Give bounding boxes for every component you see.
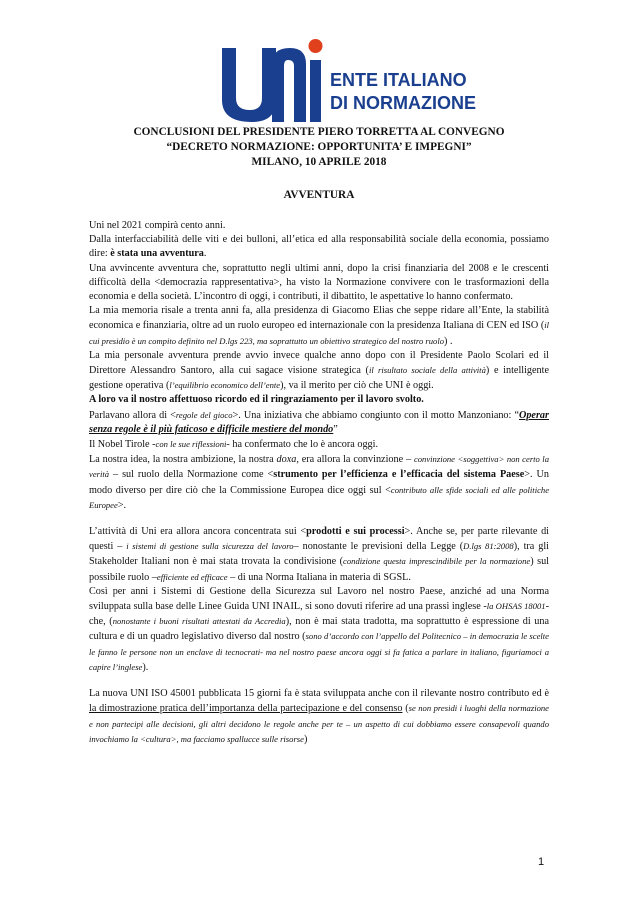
text: L’attività di Uni era allora ancora concentrata sui < <box>89 526 307 538</box>
paragraph-1 <box>89 219 549 233</box>
bold-text: strumento per l’efficienza e l’efficacia del sistema Paese <box>273 469 525 481</box>
paragraph-4 <box>89 304 549 349</box>
page-number: 1 <box>538 856 545 868</box>
title-line-1: CONCLUSIONI DEL PRESIDENTE PIERO TORRETTA AL CONVEGNO <box>133 126 505 138</box>
text: >. <box>117 499 127 511</box>
logo-line1: ENTE ITALIANO <box>330 70 467 90</box>
text: La nuova UNI ISO 45001 pubblicata 15 giorni fa è stata sviluppata anche con il rilevante nostro contributo ed è <box>89 688 549 700</box>
quote-text: Operar senza regole è il più faticoso e difficile mestiere del mondo <box>89 409 549 435</box>
text: ), va il merito per ciò che UNI è oggi. <box>280 380 434 392</box>
italic-note: efficiente ed efficace <box>156 571 228 582</box>
text: Così per anni i Sistemi di Gestione della Sicurezza sul Lavoro nel nostro Paese, anziché ad una Norma sviluppata sulla base delle Linee Guida UNI INAIL, si sono dovuti riferire ad una prassi inglese - <box>89 585 549 613</box>
bold-text: prodotti e sui processi <box>306 526 405 538</box>
italic-note: se non presidi i luoghi della normazione e non partecipi alle decisioni, gli altri decidono le regole anche per te – un aspetto di cui dobbiamo essere consapevoli quando invochiamo la <cultura>, ma facciamo spallucce sulle risorse <box>89 703 549 744</box>
paragraph-9 <box>89 452 549 513</box>
text: >. Anche se, per parte rilevante di questi – <box>89 526 550 553</box>
italic-note: D.lgs 81:2008 <box>463 541 514 552</box>
paragraph-3 <box>89 262 549 305</box>
text: >. Una iniziativa che abbiamo congiunto con il motto Manzoniano: “ <box>232 409 519 421</box>
text: ” <box>333 423 338 435</box>
uni-logo-mark <box>214 34 476 130</box>
text: Parlavano allora di < <box>89 409 176 421</box>
italic-note: regole del gioco <box>175 409 233 420</box>
text: , era allora la convinzione – <box>296 454 414 466</box>
paragraph-10 <box>89 525 549 585</box>
text: Il Nobel Tirole - <box>89 439 156 451</box>
logo-line2: DI NORMAZIONE <box>330 93 476 113</box>
text: ( <box>402 703 409 715</box>
text: ) e intelligente gestione operativa ( <box>89 365 549 392</box>
italic-note: il risultato sociale della attività <box>368 365 486 376</box>
text: Uni nel 2021 compirà cento anni. <box>89 220 226 231</box>
uni-logo <box>214 34 476 130</box>
text: La mia memoria risale a trenta anni fa, alla presidenza di Giacomo Elias che seppe ridare all’Ente, la stabilità economica e finanziaria, oltre ad un ruolo europeo ed internazionale con la presidenza Italiana di CEN ed ISO ( <box>89 305 549 332</box>
bold-text: A loro va il nostro affettuoso ricordo ed il ringraziamento per il lavoro svolto. <box>89 394 424 406</box>
italic-note: i sistemi di gestione sulla sicurezza del lavoro <box>126 541 294 552</box>
italic-note: l’equilibrio economico dell’ente <box>169 380 281 391</box>
italic-note: la OHSAS 18001 <box>486 601 546 612</box>
section-title: AVVENTURA <box>283 189 355 201</box>
text: ), non è mai stata tradotta, ma soprattutto è espressione di una cultura e di un quadro legislativo diverso dal nostro ( <box>89 616 549 643</box>
text: – sul ruolo della Normazione come < <box>109 469 274 481</box>
paragraph-11 <box>89 585 549 675</box>
text: La nostra idea, la nostra ambizione, la nostra <box>89 454 277 466</box>
italic-note: contributo alle sfide sociali ed alle politiche Europee <box>89 484 550 510</box>
paragraph-6 <box>89 393 549 407</box>
underlined-text: la dimostrazione pratica dell’importanza della partecipazione e del consenso <box>89 703 403 715</box>
italic-text: doxa <box>276 454 297 466</box>
text: La mia personale avventura prende avvio invece qualche anno dopo con il Presidente Paolo Scolari ed il Direttore Alessandro Santoro, alla cui sagace visione strategica ( <box>89 349 549 377</box>
paragraph-12 <box>89 687 549 747</box>
italic-note: il cui presidio è un compito definito nel D.lgs 223, ma soprattutto un obiettivo strategico del nostro ruolo <box>89 320 549 346</box>
italic-note: nonostante i buoni risultati attestati da Accredia <box>112 616 286 627</box>
text: ) <box>303 733 308 745</box>
text: – di una Norma Italiana in materia di SGSL. <box>227 571 411 583</box>
text: . <box>203 248 207 260</box>
paragraph-8 <box>89 437 549 452</box>
text: ) sul possibile ruolo – <box>89 556 550 583</box>
text: - che, ( <box>89 601 549 628</box>
text: ), tra gli Stakeholder Italiani non è mai stata trovata la condivisione ( <box>89 541 549 568</box>
text: – nonostante le previsioni della Legge ( <box>293 541 464 553</box>
text: ) . <box>444 335 453 347</box>
italic-note: condizione questa imprescindibile per la normazione <box>343 556 531 567</box>
title-line-2: “DECRETO NORMAZIONE: OPPORTUNITA’ E IMPEGNI” <box>166 141 472 153</box>
paragraph-7 <box>89 408 549 437</box>
italic-note: sono d’accordo con l’appello del Politecnico – in democrazia le scelte le fanno le persone non un enclave di tecnocrati- ma nel nostro paese ancora oggi si fa fatica a parlare in italiano, figuriamoci a capire l’inglese <box>89 631 549 672</box>
text: >. Un modo diverso per dire ciò che la Commissione Europea dice oggi sul < <box>89 469 549 496</box>
italic-note: con le sue riflessioni <box>155 439 227 450</box>
italic-note: convinzione <soggettiva> non certo la verità <box>89 454 549 480</box>
paragraph-5 <box>89 349 549 394</box>
text: ). <box>142 661 149 673</box>
bold-text: è stata una avventura <box>110 248 204 260</box>
paragraph-2 <box>89 233 549 261</box>
text: Dalla interfacciabilità delle viti e dei bulloni, all’etica ed alla responsabilità sociale della economia, possiamo dire: <box>89 234 549 260</box>
text: Una avvincente avventura che, soprattutto negli ultimi anni, dopo la crisi finanziaria del 2008 e le crescenti difficoltà della <democrazia rappresentativa>, ha visto la Normazione convivere con le trasformazioni della economia e della società. L’incontro di oggi, i contributi, il dibattito, le aspettative lo hanno confermato. <box>89 262 549 303</box>
title-line-3: MILANO, 10 APRILE 2018 <box>251 156 387 168</box>
document-body <box>89 219 549 747</box>
text: - ha confermato che lo è ancora oggi. <box>226 439 379 451</box>
